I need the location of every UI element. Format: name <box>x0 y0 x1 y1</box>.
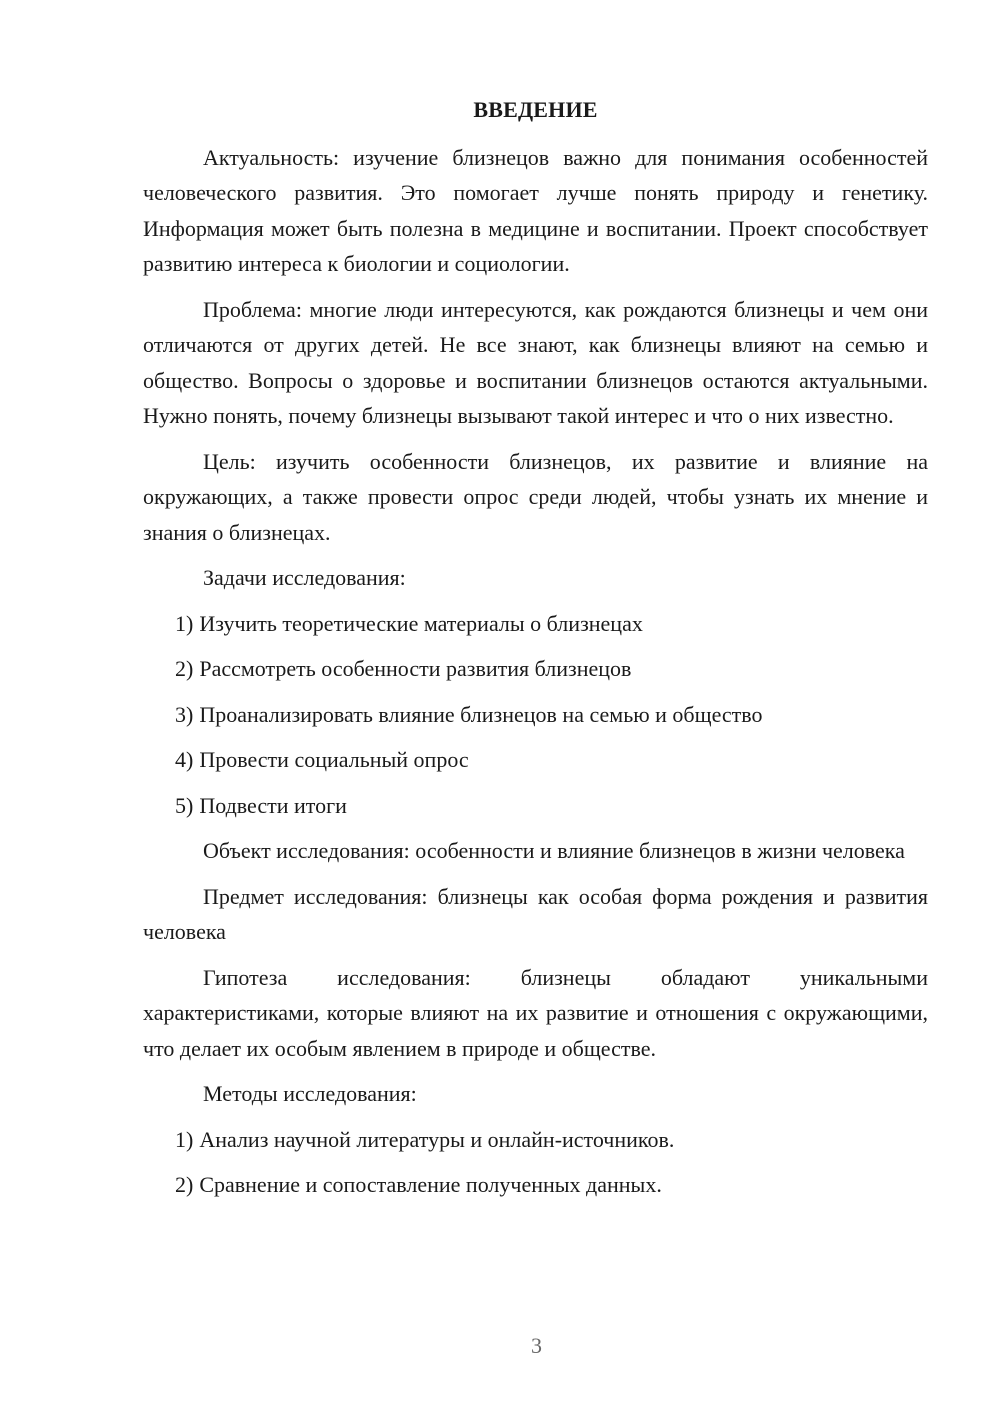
subject-paragraph: Предмет исследования: близнецы как особая форма рождения и развития человека <box>143 883 928 944</box>
task-text: Проанализировать влияние близнецов на семью и общество <box>199 701 763 727</box>
hypothesis-paragraph: Гипотеза исследования: близнецы обладают уникальными характеристиками, которые влияют на их развитие и отношения с окружающими, что делает их особым явлением в природе и обществе. <box>143 964 928 1061</box>
task-number: 4) <box>175 747 194 772</box>
goal-paragraph: Цель: изучить особенности близнецов, их развитие и влияние на окружающих, а также провести опрос среди людей, чтобы узнать их мнение и знания о близнецах. <box>143 448 928 545</box>
task-text: Изучить теоретические материалы о близнецах <box>199 610 643 636</box>
method-text: Анализ научной литературы и онлайн-источников. <box>199 1126 675 1152</box>
task-text: Рассмотреть особенности развития близнецов <box>199 656 632 681</box>
task-text: Подвести итоги <box>199 792 347 818</box>
task-item <box>143 606 928 642</box>
task-number: 2) <box>175 656 194 681</box>
task-text: Провести социальный опрос <box>199 747 469 772</box>
task-number: 1) <box>175 610 194 636</box>
problem-paragraph: Проблема: многие люди интересуются, как рождаются близнецы и чем они отличаются от других детей. Не все знают, как близнецы влияют на семью и общество. Вопросы о здоровье и воспитании близнецов остаются актуальными. Нужно понять, почему близнецы вызывают такой интерес и что о них известно. <box>143 296 928 428</box>
methods-heading: Методы исследования: <box>203 1081 417 1106</box>
task-item <box>143 697 928 733</box>
method-item <box>143 1167 928 1203</box>
task-item <box>143 742 928 778</box>
task-item <box>143 651 928 687</box>
method-number: 1) <box>175 1126 194 1152</box>
tasks-heading: Задачи исследования: <box>203 565 406 590</box>
relevance-paragraph: Актуальность: изучение близнецов важно для понимания особенностей человеческого развития. Это помогает лучше понять природу и генетику. Информация может быть полезна в медицине и воспитании. Проект способствует развитию интереса к биологии и социологии. <box>143 144 928 276</box>
object-paragraph: Объект исследования: особенности и влияние близнецов в жизни человека <box>203 838 905 863</box>
page-title: ВВЕДЕНИЕ <box>473 97 598 122</box>
document-page <box>143 92 928 1213</box>
task-number: 3) <box>175 701 194 727</box>
method-text: Сравнение и сопоставление полученных данных. <box>199 1172 662 1197</box>
page-number: 3 <box>531 1333 542 1358</box>
method-item <box>143 1122 928 1158</box>
task-item <box>143 788 928 824</box>
task-number: 5) <box>175 792 194 818</box>
method-number: 2) <box>175 1172 194 1197</box>
